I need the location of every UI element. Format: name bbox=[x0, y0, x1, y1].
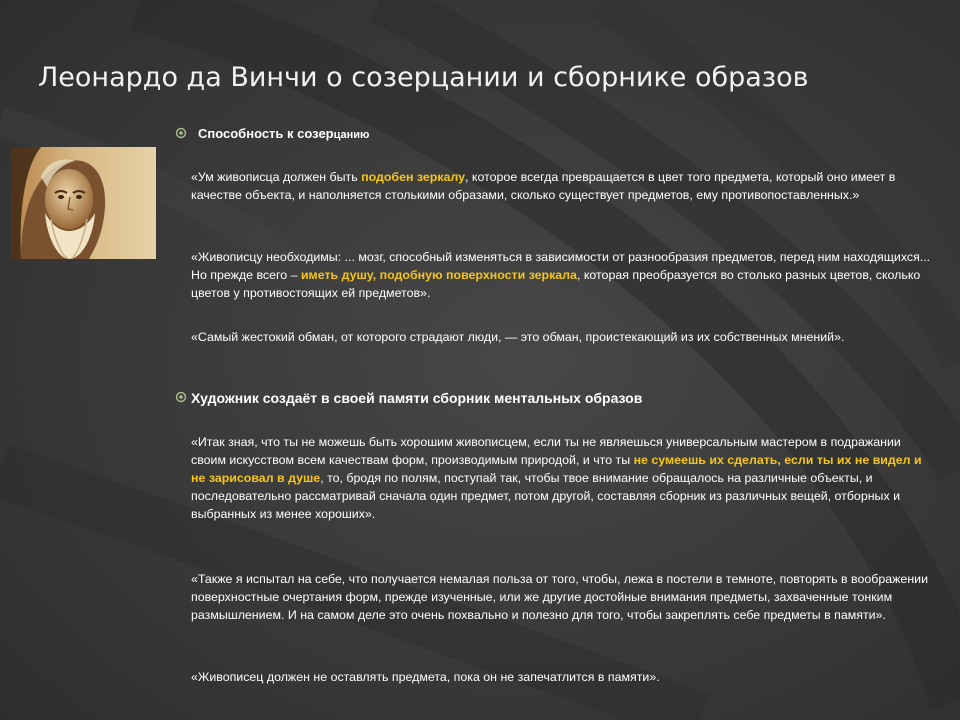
quote-paragraph: «Самый жестокий обман, от которого страдают люди, — это обман, проистекающий из их собственных мнений». bbox=[191, 330, 845, 344]
section-heading-text: Способность к созерцанию bbox=[198, 126, 370, 141]
quote-paragraph: «Ум живописца должен быть подобен зеркалу, которое всегда превращается в цвет того предмета, который оно имеет в качестве объекта, и наполняется столькими образами, сколько существует предметов, ему противопоставленных.» bbox=[191, 170, 896, 202]
highlighted-text: подобен зеркалу bbox=[361, 170, 466, 184]
highlighted-text: не сумеешь их сделать, если ты их не видел и не зарисовал в душе bbox=[191, 453, 922, 485]
quote-paragraph: «Живописцу необходимы: ... мозг, способный изменяться в зависимости от разнообразия предметов, перед ним находящихся... Но прежде всего – иметь душу, подобную поверхности зеркала, которая преобразуется во столько разных цветов, сколько цветов у противостоящих ей предметов». bbox=[191, 250, 931, 300]
quote-paragraph: «Живописец должен не оставлять предмета, пока он не запечатлится в памяти». bbox=[191, 670, 660, 684]
circle-bullet-icon bbox=[175, 127, 187, 139]
leonardo-portrait-icon bbox=[11, 147, 156, 259]
quote-paragraph: «Итак зная, что ты не можешь быть хорошим живописцем, если ты не являешься универсальным мастером в подражании своим искусством всем качествам форм, производимым природой, и что ты не сумеешь их сделать, если ты их не видел и не зарисовал в душе, то, бродя по полям, поступай так, чтобы твое внимание обращалось на различные объекты, и последовательно рассматривай сначала один предмет, потом другой, составляя сборник из различных вещей, отборных и выбранных из менее хороших». bbox=[191, 435, 922, 521]
section-heading-text: Художник создаёт в своей памяти сборник ментальных образов bbox=[191, 390, 643, 406]
quote-paragraph: «Также я испытал на себе, что получается немалая польза от того, чтобы, лежа в постели в темноте, повторять в воображении поверхностные очертания форм, прежде изученные, или же другие достойные внимания предметы, захваченные тонким размышлением. И на самом деле это очень похвально и полезно для того, чтобы закреплять себе предметы в памяти». bbox=[191, 572, 929, 622]
slide-title: Леонардо да Винчи о созерцании и сборнике образов bbox=[38, 62, 809, 93]
circle-bullet-icon bbox=[175, 391, 187, 403]
highlighted-text: иметь душу, подобную поверхности зеркала bbox=[300, 268, 577, 282]
